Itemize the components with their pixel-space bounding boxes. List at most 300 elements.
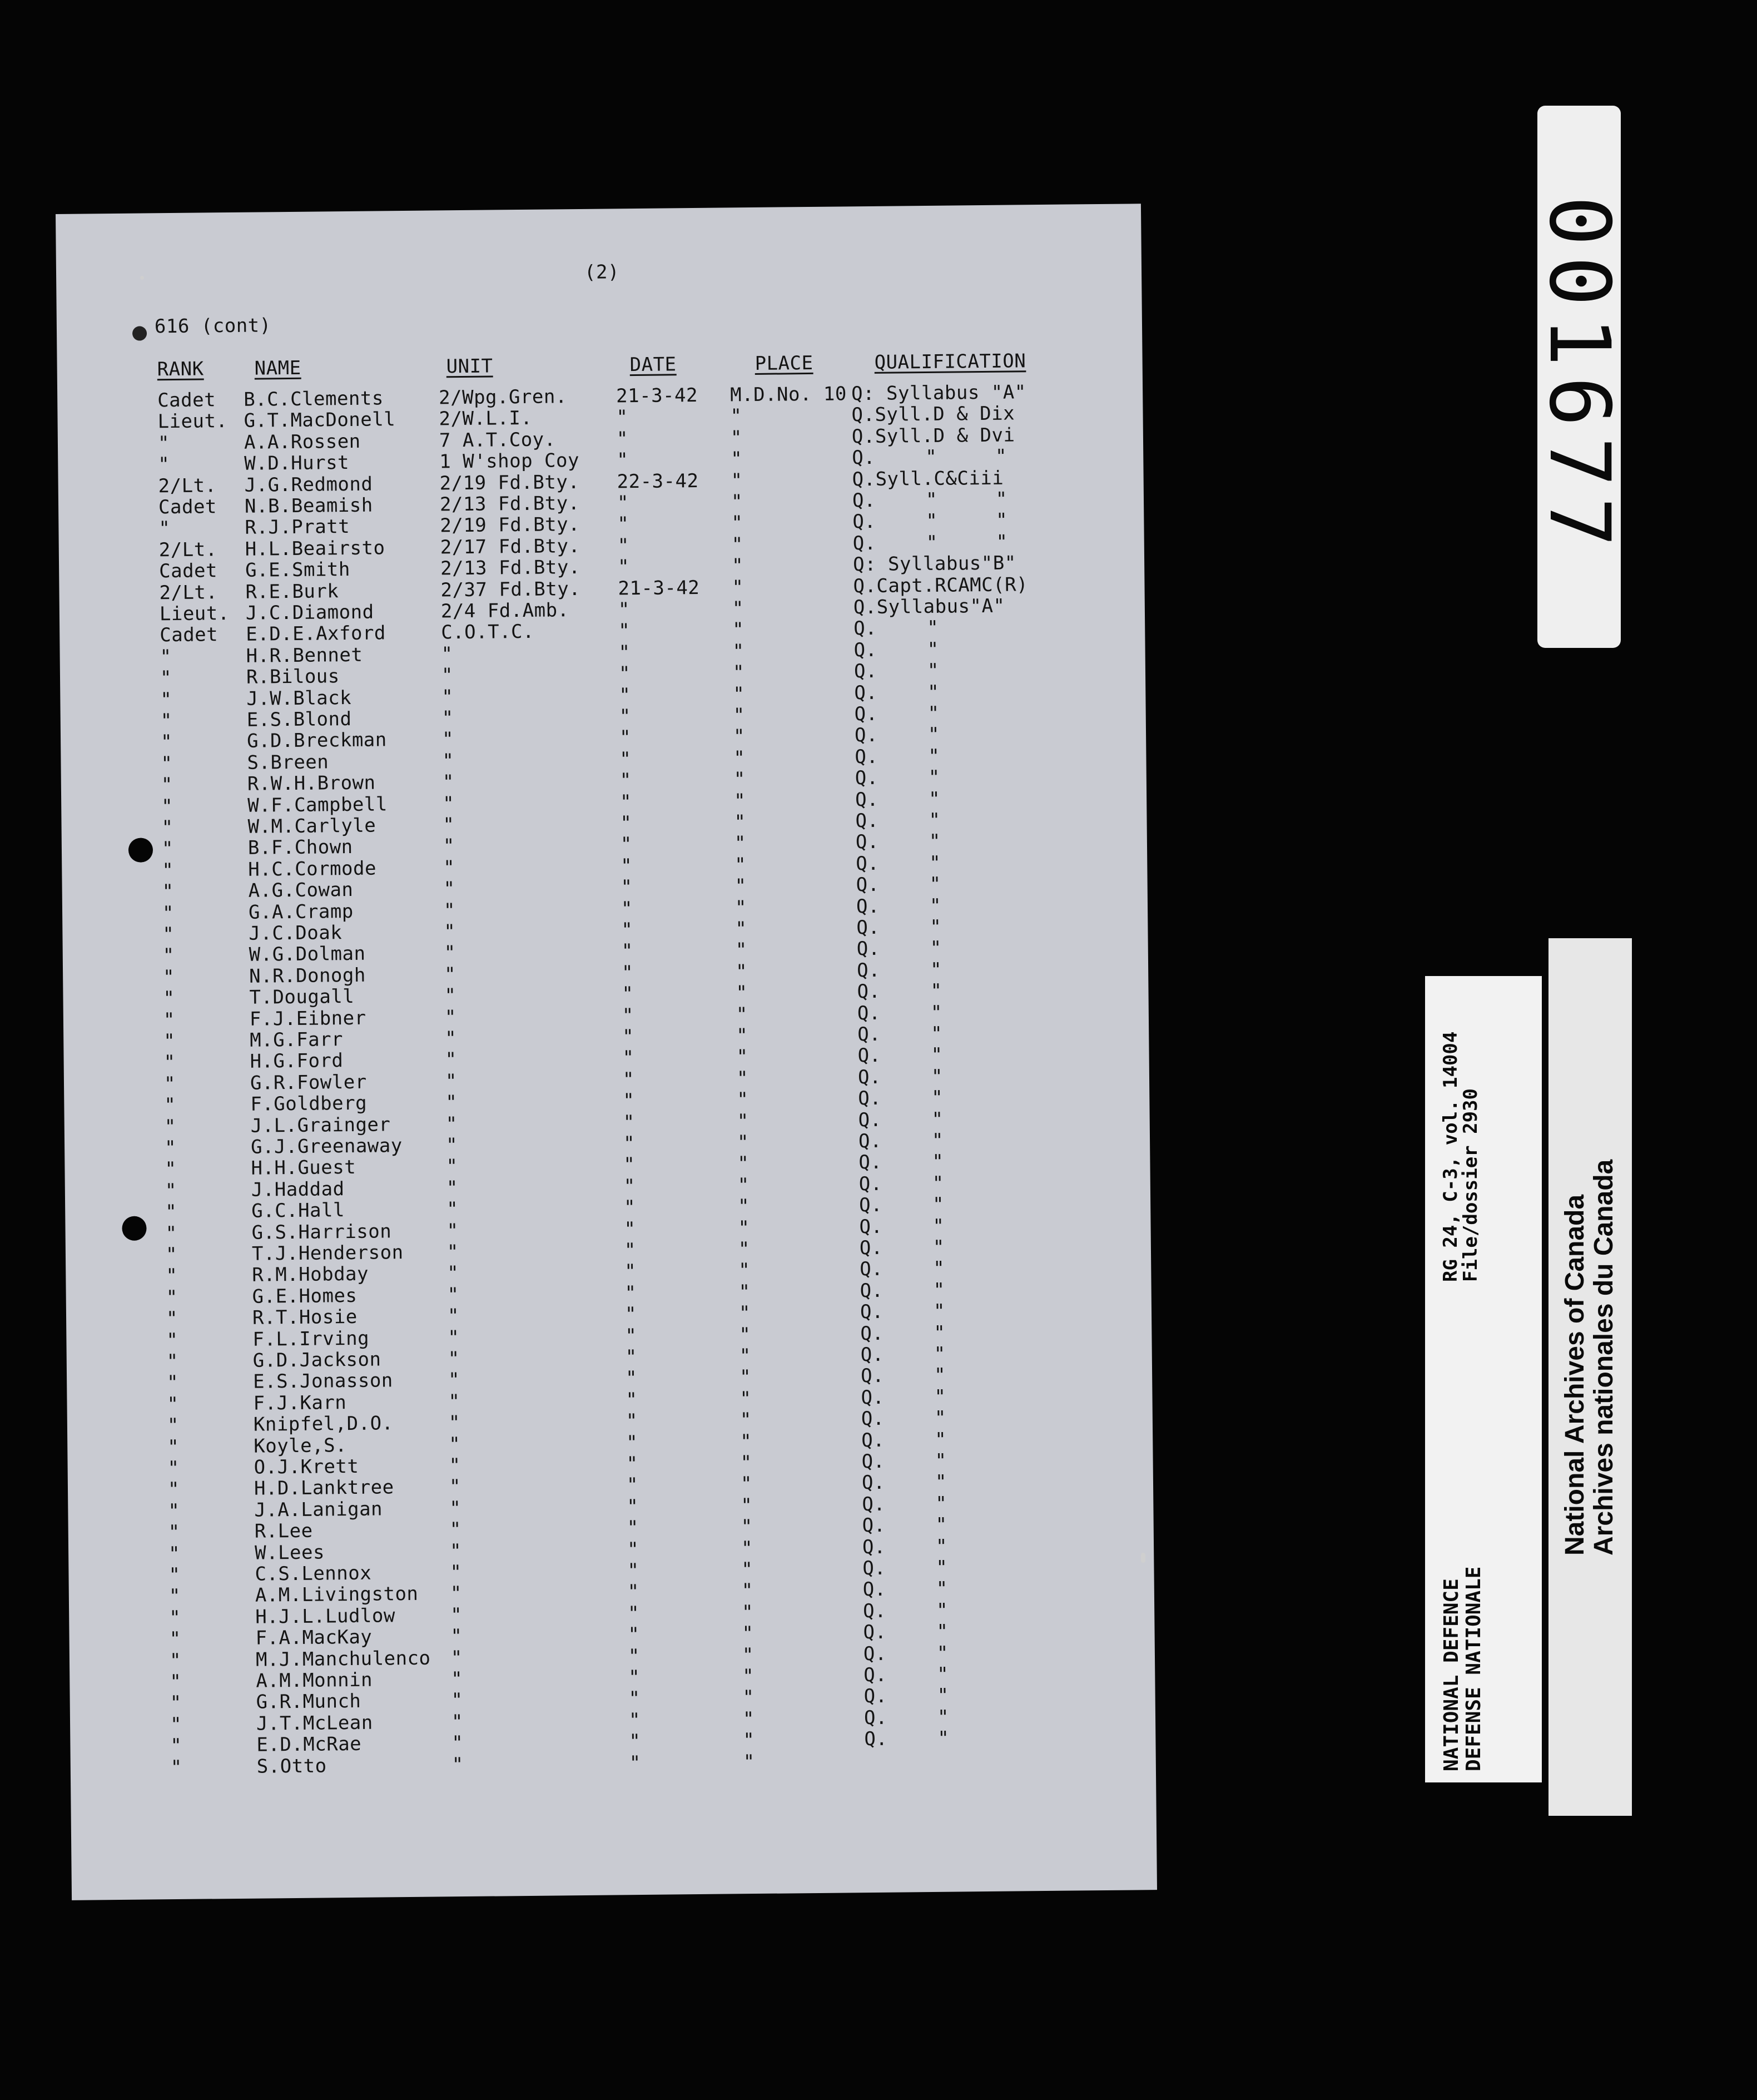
name-cell: E.S.Blond	[246, 707, 352, 731]
date-cell: "	[628, 1687, 641, 1710]
place-cell: "	[737, 1173, 750, 1197]
rank-cell: "	[161, 774, 173, 796]
rank-cell: "	[167, 1393, 179, 1415]
unit-cell: "	[446, 1219, 459, 1242]
qualification-cell: Q.	[862, 1493, 886, 1515]
rank-cell: "	[158, 453, 170, 476]
unit-cell: "	[449, 1475, 461, 1498]
ink-blot	[132, 326, 147, 340]
place-cell: M.D.No. 10	[729, 383, 847, 407]
unit-cell: "	[448, 1369, 460, 1391]
qualification-ditto-cell: "	[934, 1406, 947, 1430]
unit-cell: "	[447, 1305, 460, 1328]
rank-cell: "	[167, 1414, 180, 1437]
date-cell: "	[621, 854, 633, 878]
qualification-cell: Q.Syllabus"A"	[853, 595, 1005, 619]
place-cell: "	[737, 1195, 750, 1218]
name-cell: R.E.Burk	[245, 580, 339, 603]
name-cell: N.R.Donogh	[249, 964, 366, 988]
unit-cell: "	[445, 1112, 458, 1135]
rank-cell: "	[169, 1628, 181, 1651]
qualification-cell: Q.	[859, 1215, 883, 1238]
date-cell: "	[624, 1260, 637, 1283]
rank-cell: "	[162, 965, 175, 989]
document-page	[56, 204, 1157, 1900]
date-cell: "	[619, 684, 631, 706]
qualification-ditto-cell: "	[935, 1449, 947, 1472]
date-cell: "	[621, 897, 633, 920]
rank-cell: "	[168, 1563, 181, 1587]
rank-cell: "	[163, 1030, 176, 1053]
date-cell: "	[622, 1047, 634, 1069]
name-cell: F.J.Karn	[253, 1391, 347, 1415]
rank-cell: "	[166, 1307, 178, 1330]
date-cell: "	[628, 1623, 640, 1646]
unit-cell: 2/37 Fd.Bty.	[440, 577, 581, 601]
date-cell: "	[623, 1153, 636, 1176]
rank-cell: "	[165, 1179, 177, 1202]
qualification-ditto-cell: "	[930, 937, 942, 960]
qualification-ditto-cell: "	[929, 894, 942, 917]
place-cell: "	[737, 1088, 749, 1111]
reference-line2: File/dossier 2930	[1460, 1088, 1482, 1282]
page-number: (2)	[584, 261, 620, 284]
name-cell: F.A.MacKay	[255, 1626, 373, 1650]
date-cell: "	[628, 1666, 641, 1689]
rank-cell: "	[160, 731, 173, 754]
unit-cell: "	[443, 878, 455, 900]
qualification-cell: Q.	[854, 702, 878, 726]
name-cell: S.Breen	[247, 751, 329, 774]
unit-cell: "	[448, 1390, 460, 1413]
qualification-ditto-cell: "	[930, 915, 942, 938]
rank-cell: "	[165, 1201, 177, 1224]
name-cell: A.A.Rossen	[244, 430, 361, 454]
date-cell: "	[624, 1196, 636, 1219]
rank-cell: "	[162, 880, 174, 903]
rank-cell: "	[168, 1585, 181, 1608]
qualification-ditto-cell: "	[927, 702, 940, 725]
place-cell: "	[739, 1366, 752, 1389]
place-cell: "	[742, 1622, 754, 1645]
rank-cell: "	[169, 1606, 181, 1629]
qualification-cell: Q.	[862, 1514, 886, 1537]
unit-cell: "	[441, 707, 454, 730]
qualification-cell: Q.	[860, 1365, 885, 1388]
place-cell: "	[735, 960, 748, 983]
unit-cell: "	[442, 771, 455, 794]
name-cell: G.E.Homes	[252, 1284, 358, 1308]
qualification-cell: Q.	[861, 1429, 885, 1452]
date-cell: "	[626, 1453, 638, 1475]
qualification-cell: Q.	[863, 1663, 887, 1687]
rank-cell: "	[163, 1051, 176, 1074]
unit-cell: 2/Wpg.Gren.	[439, 385, 568, 409]
date-cell: "	[617, 513, 629, 536]
unit-cell: "	[446, 1241, 459, 1264]
unit-cell: "	[441, 642, 453, 666]
qualification-ditto-cell: "	[930, 979, 942, 1003]
name-cell: B.F.Chown	[247, 836, 353, 860]
qualification-cell: Q.	[857, 1023, 881, 1046]
place-cell: "	[734, 896, 747, 919]
unit-cell: "	[444, 963, 456, 986]
qualification-ditto-cell: "	[927, 659, 940, 682]
rank-cell: "	[167, 1435, 180, 1458]
qualification-ditto-cell: " "	[925, 445, 1007, 469]
name-cell: H.G.Ford	[250, 1049, 344, 1073]
rank-cell: "	[161, 816, 173, 839]
qualification-ditto-cell: "	[931, 1129, 944, 1152]
date-cell: "	[621, 919, 633, 942]
header-place: PLACE	[755, 351, 813, 375]
date-cell: "	[627, 1495, 639, 1518]
qualification-cell: Q.Syll.D & Dvi	[851, 424, 1015, 448]
qualification-ditto-cell: "	[927, 681, 940, 704]
rank-cell: "	[161, 838, 174, 860]
qualification-cell: Q.	[860, 1343, 884, 1366]
unit-cell: "	[443, 835, 455, 858]
date-cell: "	[618, 598, 631, 621]
place-cell: "	[736, 1024, 748, 1047]
qualification-cell: Q.	[855, 767, 878, 790]
place-cell: "	[735, 918, 747, 940]
qualification-cell: Q.	[853, 660, 878, 683]
qualification-cell: Q.	[858, 1108, 882, 1131]
place-cell: "	[736, 1003, 748, 1026]
date-cell: "	[619, 726, 632, 749]
place-cell: "	[738, 1280, 751, 1304]
unit-cell: "	[444, 920, 456, 943]
qualification-ditto-cell: "	[935, 1492, 947, 1515]
dust-speck	[1141, 1553, 1145, 1563]
qualification-ditto-cell: "	[935, 1513, 947, 1537]
name-cell: W.M.Carlyle	[247, 814, 376, 838]
date-cell: "	[623, 1175, 636, 1198]
unit-cell: "	[447, 1283, 459, 1306]
unit-cell: "	[443, 792, 455, 815]
date-cell: "	[618, 620, 631, 642]
qualification-cell: Q.	[860, 1258, 884, 1281]
qualification-ditto-cell: "	[934, 1343, 946, 1365]
date-cell: "	[626, 1410, 638, 1433]
place-cell: "	[740, 1452, 752, 1474]
unit-cell: "	[443, 814, 455, 836]
date-cell: "	[622, 1068, 635, 1091]
name-cell: Koyle,S.	[254, 1434, 348, 1458]
rank-cell: "	[157, 432, 170, 455]
qualification-ditto-cell: "	[936, 1642, 949, 1665]
name-cell: J.G.Redmond	[244, 473, 373, 497]
name-cell: H.J.L.Ludlow	[255, 1604, 396, 1628]
qualification-ditto-cell: "	[937, 1727, 950, 1750]
date-cell: "	[628, 1645, 641, 1667]
date-cell: "	[627, 1581, 640, 1603]
name-cell: M.J.Manchulenco	[255, 1647, 431, 1671]
place-cell: "	[733, 789, 746, 812]
name-cell: G.D.Breckman	[246, 729, 387, 753]
rank-cell: "	[165, 1222, 177, 1245]
name-cell: G.D.Jackson	[252, 1348, 381, 1372]
place-cell: "	[731, 469, 743, 492]
place-cell: "	[741, 1579, 753, 1602]
place-cell: "	[734, 853, 747, 876]
place-cell: "	[734, 875, 747, 898]
rank-cell: Lieut.	[157, 410, 228, 433]
qualification-cell: Q.	[852, 532, 876, 555]
date-cell: "	[618, 662, 631, 685]
unit-cell: 2/13 Fd.Bty.	[440, 556, 580, 580]
unit-cell: "	[444, 942, 456, 964]
name-cell: W.F.Campbell	[247, 793, 388, 817]
rank-cell: "	[162, 923, 175, 946]
rank-cell: "	[158, 517, 171, 540]
qualification-cell: Q.Capt.RCAMC(R)	[853, 573, 1029, 597]
date-cell: "	[625, 1346, 637, 1369]
place-cell: "	[736, 982, 748, 1004]
rank-cell: "	[167, 1478, 180, 1501]
rank-cell: Cadet	[157, 389, 216, 412]
rank-cell: Cadet	[158, 496, 217, 519]
date-cell: "	[617, 449, 629, 472]
unit-cell: "	[450, 1582, 463, 1605]
qualification-ditto-cell: "	[932, 1215, 945, 1237]
name-cell: G.S.Harrison	[251, 1220, 392, 1244]
qualification-cell: Q.	[863, 1621, 887, 1644]
qualification-cell: Q.	[855, 788, 879, 811]
place-cell: "	[738, 1238, 751, 1261]
name-cell: G.R.Fowler	[250, 1071, 367, 1094]
qualification-ditto-cell: "	[931, 1065, 944, 1088]
name-cell: C.S.Lennox	[255, 1562, 372, 1586]
date-cell: "	[623, 1132, 636, 1155]
rank-cell: "	[160, 645, 172, 668]
qualification-cell: Q.	[860, 1322, 884, 1345]
archives-en: National Archives of Canada	[1560, 1194, 1590, 1556]
place-cell: "	[736, 1067, 749, 1090]
name-cell: G.T.MacDonell	[244, 408, 396, 433]
unit-cell: "	[441, 664, 454, 687]
unit-cell: "	[443, 899, 456, 922]
name-cell: G.C.Hall	[251, 1199, 345, 1222]
unit-cell: "	[444, 1006, 457, 1028]
qualification-cell: Q.	[862, 1578, 886, 1601]
qualification-ditto-cell: "	[928, 745, 940, 767]
name-cell: B.C.Clements	[244, 387, 384, 411]
name-cell: J.T.McLean	[256, 1711, 373, 1735]
name-cell: G.R.Munch	[256, 1690, 361, 1714]
place-cell: "	[740, 1473, 753, 1495]
qualification-cell: Q.Syll.D & Dix	[851, 402, 1015, 427]
qualification-ditto-cell: "	[928, 788, 941, 810]
qualification-ditto-cell: "	[928, 766, 940, 789]
rank-cell: "	[164, 1094, 176, 1117]
unit-cell: "	[444, 984, 456, 1007]
name-cell: H.L.Beairsto	[245, 537, 385, 561]
qualification-ditto-cell: "	[931, 1086, 944, 1110]
rank-cell: "	[163, 1008, 176, 1031]
department-label	[1441, 1567, 1485, 1771]
date-cell: "	[626, 1431, 638, 1454]
qualification-ditto-cell: "	[927, 638, 939, 661]
unit-cell: 2/4 Fd.Amb.	[440, 599, 569, 623]
rank-cell: 2/Lt.	[158, 538, 217, 562]
rank-cell: "	[161, 752, 173, 775]
unit-cell: "	[451, 1732, 464, 1755]
place-cell: "	[741, 1601, 754, 1624]
rank-cell: "	[162, 902, 175, 924]
unit-cell: "	[448, 1348, 460, 1370]
qualification-ditto-cell: "	[929, 873, 941, 896]
qualification-ditto-cell: "	[927, 724, 940, 746]
qualification-ditto-cell: "	[936, 1578, 948, 1601]
unit-cell: "	[441, 728, 454, 751]
rank-cell: "	[166, 1329, 178, 1351]
date-cell: "	[622, 983, 634, 1006]
unit-cell: "	[449, 1497, 461, 1520]
qualification-cell: Q.	[855, 809, 879, 833]
unit-cell: C.O.T.C.	[441, 621, 535, 644]
qualification-ditto-cell: "	[934, 1385, 946, 1408]
place-cell: "	[731, 554, 744, 577]
qualification-cell: Q.	[864, 1727, 888, 1751]
rank-cell: "	[170, 1692, 182, 1715]
date-cell: "	[622, 1004, 634, 1027]
place-cell: "	[733, 682, 745, 705]
place-cell: "	[737, 1131, 750, 1154]
date-cell: "	[625, 1324, 637, 1347]
rank-cell: "	[160, 688, 172, 711]
date-cell: "	[628, 1602, 640, 1625]
qualification-ditto-cell: "	[929, 809, 941, 831]
name-cell: R.T.Hosie	[252, 1306, 358, 1329]
place-cell: "	[739, 1323, 751, 1346]
unit-cell: "	[451, 1668, 463, 1691]
name-cell: G.A.Cramp	[248, 900, 354, 924]
name-cell: E.D.E.Axford	[246, 622, 386, 646]
qualification-cell: Q.	[860, 1279, 884, 1302]
date-cell: "	[621, 940, 633, 963]
name-cell: H.H.Guest	[251, 1156, 356, 1180]
place-cell: "	[742, 1707, 755, 1731]
qualification-ditto-cell: "	[934, 1364, 946, 1387]
date-cell: 22-3-42	[617, 469, 699, 493]
place-cell: "	[731, 491, 743, 513]
place-cell: "	[731, 448, 743, 470]
department-fr: DEFENSE NATIONALE	[1462, 1566, 1485, 1771]
name-cell: H.D.Lanktree	[254, 1476, 394, 1500]
rank-cell: "	[170, 1735, 182, 1757]
unit-cell: "	[450, 1603, 463, 1627]
date-cell: "	[627, 1559, 639, 1582]
qualification-ditto-cell: "	[937, 1663, 949, 1686]
rank-cell: "	[170, 1713, 182, 1736]
header-unit: UNIT	[446, 355, 493, 378]
name-cell: A.G.Cowan	[248, 879, 354, 902]
rank-cell: "	[160, 710, 172, 732]
rank-cell: Cadet	[160, 623, 219, 647]
name-cell: T.J.Henderson	[251, 1241, 404, 1265]
date-cell: "	[627, 1517, 639, 1539]
qualification-cell: Q.	[862, 1557, 886, 1580]
qualification-cell: Q.	[861, 1386, 885, 1409]
unit-cell: 7 A.T.Coy.	[439, 428, 556, 452]
place-cell: "	[737, 1110, 749, 1132]
place-cell: "	[737, 1152, 750, 1175]
date-cell: "	[617, 492, 629, 514]
name-cell: R.Lee	[254, 1519, 313, 1543]
name-cell: W.G.Dolman	[249, 943, 366, 967]
dust-speck	[140, 276, 144, 280]
date-cell: "	[629, 1730, 641, 1753]
qualification-cell: Q.	[855, 745, 878, 769]
date-cell: "	[626, 1388, 638, 1411]
unit-cell: 2/19 Fd.Bty.	[439, 470, 580, 494]
unit-cell: "	[446, 1176, 459, 1200]
qualification-cell: Q.Syll.C&Ciii	[852, 467, 1004, 491]
rank-cell: "	[168, 1499, 180, 1522]
place-cell: "	[732, 597, 745, 620]
qualification-cell: Q.	[858, 1151, 882, 1174]
qualification-ditto-cell: "	[933, 1300, 946, 1323]
qualification-ditto-cell: "	[936, 1599, 949, 1622]
qualification-cell: Q.	[856, 938, 880, 960]
unit-cell: "	[448, 1326, 460, 1349]
unit-cell: "	[450, 1646, 463, 1669]
qualification-ditto-cell: "	[930, 958, 942, 981]
rank-cell: "	[170, 1670, 182, 1693]
unit-cell: "	[441, 685, 454, 708]
place-cell: "	[738, 1302, 751, 1325]
name-cell: R.W.H.Brown	[247, 771, 376, 795]
qualification-ditto-cell: "	[933, 1279, 945, 1301]
name-cell: R.Bilous	[246, 665, 340, 689]
name-cell: J.Haddad	[251, 1177, 345, 1201]
rank-cell: 2/Lt.	[159, 581, 218, 604]
qualification-cell: Q.	[852, 511, 876, 533]
qualification-cell: Q.	[857, 980, 881, 1003]
place-cell: "	[742, 1665, 755, 1688]
qualification-ditto-cell: "	[937, 1685, 949, 1707]
place-cell: "	[731, 512, 743, 534]
rank-cell: "	[162, 859, 174, 882]
name-cell: E.D.McRae	[256, 1733, 362, 1756]
place-cell: "	[740, 1430, 752, 1453]
rank-cell: "	[163, 987, 175, 1010]
qualification-cell: Q.	[856, 895, 880, 918]
unit-cell: "	[446, 1198, 459, 1221]
rank-cell: "	[166, 1371, 179, 1394]
date-cell: "	[617, 556, 630, 578]
qualification-ditto-cell: "	[937, 1706, 950, 1728]
place-cell: "	[739, 1387, 752, 1410]
qualification-ditto-cell: "	[935, 1471, 947, 1494]
unit-cell: "	[450, 1561, 462, 1584]
qualification-cell: Q.	[858, 1172, 882, 1196]
date-cell: "	[622, 1026, 634, 1048]
name-cell: J.A.Lanigan	[254, 1498, 383, 1522]
place-cell: "	[735, 939, 747, 962]
qualification-cell: Q.	[856, 874, 880, 897]
date-cell: "	[624, 1281, 637, 1305]
name-cell: Knipfel,D.O.	[253, 1412, 394, 1436]
reel-label	[1531, 106, 1627, 648]
place-cell: "	[739, 1345, 751, 1368]
date-cell: "	[626, 1474, 639, 1497]
unit-cell: "	[448, 1411, 461, 1434]
qualification-ditto-cell: "	[930, 1001, 943, 1024]
qualification-ditto-cell: "	[935, 1535, 948, 1558]
